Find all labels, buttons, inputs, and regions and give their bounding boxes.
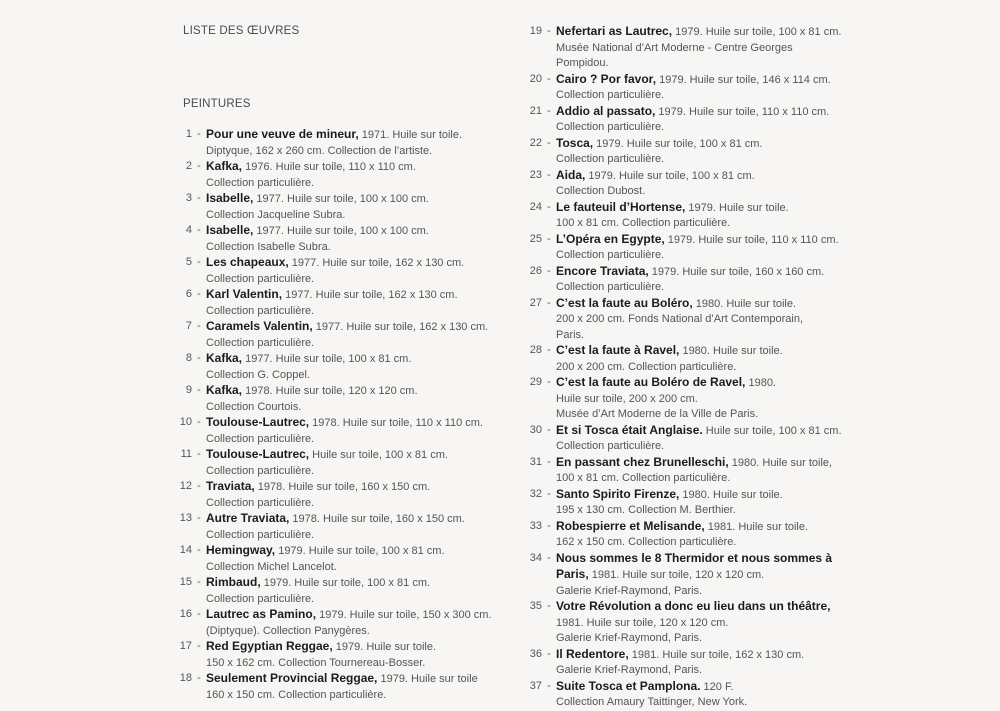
entry-details: Collection particulière. [556, 440, 665, 452]
entry-body [556, 647, 845, 679]
catalogue-entry [515, 599, 845, 647]
entry-number: 18 [179, 672, 192, 684]
catalogue-entry [160, 383, 505, 415]
entry-title: Tosca, [556, 135, 594, 150]
catalogue-entry [160, 319, 505, 351]
entry-dash: - [197, 160, 201, 172]
entry-body [556, 343, 845, 375]
entry-details: 162 x 150 cm. Collection particulière. [556, 536, 737, 548]
entry-body [556, 423, 845, 455]
entry-body [206, 639, 505, 671]
entry-dash: - [197, 192, 201, 204]
entry-details: 1979. Huile sur toile, 100 x 81 cm. [585, 169, 755, 182]
entry-title: Il Redentore, [556, 646, 629, 661]
entry-title: L’Opéra en Egypte, [556, 231, 665, 246]
entry-details: Collection particulière. [556, 249, 665, 261]
entry-number: 16 [179, 608, 192, 620]
entry-dash: - [197, 352, 201, 364]
entry-title: Santo Spirito Firenze, [556, 486, 680, 501]
entry-details: Collection particulière. [556, 121, 665, 133]
catalogue-entry [515, 455, 845, 487]
entry-details: 1981. Huile sur toile, 120 x 120 cm. [588, 569, 765, 581]
entry-details: 120 F. [700, 680, 734, 693]
entry-title: Red Egyptian Reggae, [206, 639, 333, 653]
entry-details: Collection Isabelle Subra. [206, 240, 331, 253]
entry-body [556, 200, 845, 232]
entry-title: Suite Tosca et Pamplona. [556, 678, 701, 693]
entry-title: Toulouse-Lautrec, [206, 447, 310, 461]
entry-dash: - [197, 320, 201, 332]
entry-title: Aida, [556, 167, 586, 182]
entry-dash: - [197, 512, 201, 524]
entry-body [556, 104, 845, 136]
entry-body [206, 255, 505, 287]
entry-body [206, 287, 505, 319]
entry-details: Galerie Krief-Raymond, Paris. [556, 632, 703, 644]
entry-dash: - [197, 128, 201, 140]
entry-number: 6 [185, 288, 192, 300]
entry-body [206, 127, 505, 159]
catalogue-entry [160, 543, 505, 575]
entry-details: 1979. Huile sur toile, 150 x 300 cm. [316, 609, 492, 621]
entry-body [556, 375, 845, 423]
entry-number: 33 [529, 519, 542, 532]
entry-details: Collection particulière. [556, 89, 665, 101]
entry-title: En passant chez Brunelleschi, [556, 454, 729, 469]
entry-details: Collection particulière. [556, 153, 665, 165]
entry-body [556, 168, 845, 200]
entry-details: Collection particulière. [206, 528, 315, 541]
right-column [515, 24, 845, 711]
entry-details: Collection particulière. [206, 496, 315, 509]
entry-details: Collection Michel Lancelot. [206, 560, 337, 573]
entry-dash: - [197, 672, 201, 684]
catalogue-entry [160, 575, 505, 607]
entry-title: Encore Traviata, [556, 263, 649, 278]
entry-number: 25 [529, 232, 542, 245]
entry-title: Rimbaud, [206, 575, 261, 589]
entry-body [556, 599, 845, 647]
entry-details: Galerie Krief-Raymond, Paris. [556, 664, 703, 676]
entry-dash: - [547, 25, 551, 37]
entry-body [206, 351, 505, 383]
catalogue-entry [160, 511, 505, 543]
entry-dash: - [547, 72, 551, 85]
entry-title: Nefertari as Lautrec, [556, 24, 673, 38]
catalogue-entry [515, 24, 845, 72]
entry-title: Votre Révolution a donc eu lieu dans un théâtre, [556, 599, 831, 613]
catalogue-entry [515, 519, 845, 551]
entry-dash: - [197, 384, 201, 396]
entry-details: Diptyque, 162 x 260 cm. Collection de l’artiste. [206, 144, 433, 157]
entry-body [556, 72, 845, 104]
catalogue-entry [160, 127, 505, 159]
entry-details: 1979. Huile sur toile. [685, 201, 789, 214]
entry-details: 200 x 200 cm. Fonds National d’Art Contemporain, [556, 313, 804, 325]
catalogue-entry [160, 447, 505, 479]
entry-body [556, 551, 845, 600]
entry-number: 15 [179, 576, 192, 588]
entry-number: 3 [185, 192, 192, 204]
entry-number: 7 [185, 320, 192, 332]
entry-number: 8 [185, 352, 192, 364]
entry-title: Hemingway, [206, 543, 276, 557]
entry-details: 100 x 81 cm. Collection particulière. [556, 472, 731, 484]
entry-dash: - [547, 296, 551, 309]
entry-details: 1971. Huile sur toile. [358, 129, 463, 141]
entry-details: 1978. Huile sur toile, 120 x 120 cm. [242, 385, 418, 397]
entry-details: 1978. Huile sur toile, 160 x 150 cm. [254, 481, 431, 493]
entry-dash: - [547, 232, 551, 245]
entry-body [206, 383, 505, 415]
entry-title: Cairo ? Por favor, [556, 71, 657, 86]
entry-details: 1977. Huile sur toile, 162 x 130 cm. [282, 289, 458, 301]
entry-details: Huile sur toile, 100 x 81 cm. [702, 424, 842, 437]
catalogue-entry [160, 255, 505, 287]
entry-details: Collection G. Coppel. [206, 368, 310, 381]
entry-number: 32 [529, 487, 542, 500]
entry-details: 150 x 162 cm. Collection Tournereau-Bosser. [206, 656, 426, 669]
entry-body [556, 296, 845, 344]
entry-number: 29 [529, 376, 542, 388]
entry-dash: - [547, 551, 551, 564]
entry-number: 27 [529, 296, 542, 309]
entry-number: 22 [529, 136, 542, 149]
catalogue-entry [160, 415, 505, 447]
entry-title: Lautrec as Pamino, [206, 607, 317, 621]
entry-number: 36 [529, 647, 542, 660]
entry-title: Kafka, [206, 351, 243, 365]
catalogue-entry [515, 679, 845, 711]
entry-body [206, 159, 505, 191]
catalogue-entry [160, 479, 505, 511]
entry-dash: - [547, 168, 551, 181]
entry-number: 20 [529, 72, 542, 85]
entry-dash: - [547, 376, 551, 388]
entry-details: 1980. Huile sur toile. [679, 488, 783, 501]
entry-details: Collection particulière. [556, 281, 665, 293]
entry-number: 1 [185, 128, 192, 140]
catalogue-entry [515, 551, 845, 600]
entry-dash: - [547, 423, 551, 436]
catalogue-entry [515, 200, 845, 232]
entry-details: 100 x 81 cm. Collection particulière. [556, 217, 731, 229]
entry-body [206, 607, 505, 639]
entry-number: 28 [529, 344, 542, 356]
entry-title: C’est la faute au Boléro de Ravel, [556, 375, 746, 389]
catalogue-entry [160, 607, 505, 639]
entry-details: 1979. Huile sur toile, 110 x 110 cm. [655, 105, 830, 118]
entry-body [206, 543, 505, 575]
entry-details: 1977. Huile sur toile, 100 x 100 cm. [253, 193, 429, 205]
entry-details: 1979. Huile sur toile, 160 x 160 cm. [648, 265, 825, 278]
entry-number: 21 [529, 104, 542, 117]
entry-dash: - [197, 608, 201, 620]
entry-body [206, 479, 505, 511]
entry-dash: - [547, 679, 551, 692]
entry-title: Le fauteuil d’Hortense, [556, 199, 686, 214]
entry-dash: - [197, 448, 201, 460]
entry-details: 1979. Huile sur toile, 100 x 81 cm. [672, 26, 842, 38]
entry-body [556, 136, 845, 168]
entry-title: Addio al passato, [556, 103, 656, 118]
entry-details: Paris. [556, 328, 585, 341]
entry-details: 1977. Huile sur toile, 162 x 130 cm. [288, 257, 465, 269]
entry-number: 35 [529, 600, 542, 612]
entry-number: 14 [179, 544, 192, 556]
catalogue-entry [515, 487, 845, 519]
entry-dash: - [547, 487, 551, 500]
entry-number: 2 [185, 160, 192, 172]
entry-details: Collection Courtois. [206, 400, 302, 413]
entry-details: 1979. Huile sur toile, 146 x 114 cm. [656, 73, 831, 86]
entry-title: C’est la faute à Ravel, [556, 343, 680, 357]
entry-number: 19 [529, 25, 542, 37]
entry-details: 1976. Huile sur toile, 110 x 110 cm. [242, 161, 416, 173]
catalogue-entry [515, 375, 845, 423]
entry-title: Kafka, [206, 159, 243, 173]
entry-title: Isabelle, [206, 223, 254, 237]
entry-body [556, 455, 845, 487]
catalogue-entry [515, 72, 845, 104]
entry-details: Musée National d’Art Moderne - Centre Georges [556, 41, 793, 54]
entry-title: Autre Traviata, [206, 511, 290, 525]
entry-title: Robespierre et Melisande, [556, 518, 705, 533]
catalogue-entry [160, 351, 505, 383]
entry-dash: - [197, 288, 201, 300]
entry-details: 1977. Huile sur toile, 162 x 130 cm. [312, 321, 489, 333]
entry-title: Et si Tosca était Anglaise. [556, 422, 703, 437]
entry-details: Collection Dubost. [556, 185, 646, 197]
entry-details: 1978. Huile sur toile, 160 x 150 cm. [289, 513, 465, 525]
catalogue-entry [515, 104, 845, 136]
entry-details: 1979. Huile sur toile, 100 x 81 cm. [275, 545, 445, 557]
entry-title: Toulouse-Lautrec, [206, 415, 310, 429]
entry-details: 160 x 150 cm. Collection particulière. [206, 688, 387, 701]
entry-details: Collection particulière. [206, 464, 315, 477]
catalogue-entry [515, 264, 845, 296]
catalogue-entry [160, 159, 505, 191]
entry-details: Collection particulière. [206, 304, 315, 317]
entry-details: 1981. Huile sur toile, 120 x 120 cm. [556, 616, 729, 629]
entry-dash: - [547, 200, 551, 213]
entry-title: Nous sommes le 8 Thermidor et nous sommes à [556, 550, 833, 565]
entry-number: 30 [529, 423, 542, 436]
entry-body [206, 223, 505, 255]
entry-dash: - [547, 136, 551, 149]
entry-number: 31 [529, 455, 542, 468]
catalogue-entry [515, 647, 845, 679]
entry-body [206, 319, 505, 351]
entry-details: 1979. Huile sur toile, 110 x 110 cm. [664, 233, 839, 246]
entry-body [206, 447, 505, 479]
entry-body [556, 487, 845, 519]
entry-details: 200 x 200 cm. Collection particulière. [556, 360, 737, 373]
entry-title: Karl Valentin, [206, 287, 283, 301]
entry-title: Seulement Provincial Reggae, [206, 671, 378, 685]
entry-dash: - [197, 640, 201, 652]
entry-details: 1979. Huile sur toile [377, 673, 478, 685]
entry-title: Paris, [556, 567, 589, 581]
catalogue-entry [160, 639, 505, 671]
entry-details: Pompidou. [556, 57, 609, 69]
list-title: LISTE DES ŒUVRES [183, 25, 300, 37]
entry-details: 1981. Huile sur toile, 162 x 130 cm. [628, 648, 805, 661]
catalogue-entry [515, 168, 845, 200]
entry-body [556, 679, 845, 711]
entry-details: 1977. Huile sur toile, 100 x 81 cm. [242, 353, 412, 365]
entry-title: Kafka, [206, 383, 243, 397]
entry-dash: - [547, 264, 551, 277]
entry-body [206, 511, 505, 543]
entry-number: 4 [185, 224, 192, 236]
entry-details: Collection particulière. [206, 176, 315, 189]
catalogue-entry [515, 296, 845, 344]
catalogue-entry [160, 223, 505, 255]
entry-title: Pour une veuve de mineur, [206, 127, 359, 141]
entry-dash: - [547, 600, 551, 612]
entry-title: Les chapeaux, [206, 255, 289, 269]
entry-title: Isabelle, [206, 191, 254, 205]
entry-details: Collection particulière. [206, 592, 315, 605]
entry-body [206, 415, 505, 447]
entry-dash: - [547, 647, 551, 660]
catalogue-entry [160, 191, 505, 223]
catalogue-entry [160, 671, 505, 703]
catalogue-entry [515, 136, 845, 168]
entry-number: 37 [529, 679, 542, 692]
catalogue-entry [515, 232, 845, 264]
entry-number: 17 [179, 640, 192, 652]
entry-number: 34 [529, 551, 542, 564]
entry-body [556, 519, 845, 551]
entry-body [206, 191, 505, 223]
entry-details: 195 x 130 cm. Collection M. Berthier. [556, 504, 736, 516]
entry-details: Collection Jacqueline Subra. [206, 208, 346, 221]
entry-details: Collection particulière. [206, 432, 315, 445]
entry-details: 1981. Huile sur toile. [704, 520, 809, 533]
entry-details: 1979. Huile sur toile, 100 x 81 cm. [260, 577, 431, 589]
entry-dash: - [197, 544, 201, 556]
entry-details: Huile sur toile, 200 x 200 cm. [556, 392, 698, 405]
entry-dash: - [547, 519, 551, 532]
entry-body [206, 671, 505, 703]
entry-details: Huile sur toile, 100 x 81 cm. [309, 449, 448, 461]
catalogue-entry [515, 343, 845, 375]
entry-number: 24 [529, 200, 542, 213]
entry-dash: - [197, 480, 201, 492]
entry-number: 9 [185, 384, 192, 396]
entry-details: 1979. Huile sur toile. [332, 641, 437, 653]
entry-details: Musée d’Art Moderne de la Ville de Paris. [556, 408, 759, 420]
entry-dash: - [547, 344, 551, 356]
entry-dash: - [197, 416, 201, 428]
entry-body [206, 575, 505, 607]
entry-number: 13 [179, 512, 192, 524]
entry-details: 1980. [745, 377, 776, 389]
entry-details: Collection particulière. [206, 272, 315, 285]
entry-dash: - [197, 224, 201, 236]
entry-dash: - [197, 256, 201, 268]
entry-details: 1980. Huile sur toile. [692, 297, 797, 310]
entry-body [556, 264, 845, 296]
entry-number: 11 [180, 448, 192, 460]
entry-details: Galerie Krief-Raymond, Paris. [556, 584, 703, 597]
entry-title: Traviata, [206, 479, 255, 493]
entry-details: 1979. Huile sur toile, 100 x 81 cm. [593, 137, 763, 150]
entry-details: 1978. Huile sur toile, 110 x 110 cm. [309, 417, 483, 429]
catalogue-entry [515, 423, 845, 455]
entry-details: Collection particulière. [206, 336, 315, 349]
entry-title: Caramels Valentin, [206, 319, 313, 333]
entry-body [556, 24, 845, 72]
entry-number: 26 [529, 264, 542, 277]
entry-dash: - [197, 576, 201, 588]
entry-details: 1977. Huile sur toile, 100 x 100 cm. [253, 225, 429, 237]
entry-dash: - [547, 455, 551, 468]
entry-body [556, 232, 845, 264]
catalogue-entry [160, 287, 505, 319]
left-column [160, 127, 505, 703]
entry-title: C’est la faute au Boléro, [556, 295, 693, 310]
entry-number: 23 [529, 168, 542, 181]
entry-details: Collection Amaury Taittinger, New York. [556, 696, 748, 708]
entry-details: 1980. Huile sur toile. [679, 345, 783, 357]
entry-dash: - [547, 104, 551, 117]
entry-number: 5 [185, 256, 192, 268]
entry-details: (Diptyque). Collection Panygères. [206, 624, 370, 637]
entry-number: 10 [179, 416, 192, 428]
entry-details: 1980. Huile sur toile, [728, 456, 833, 469]
entry-number: 12 [179, 480, 192, 492]
section-title: PEINTURES [183, 98, 251, 110]
